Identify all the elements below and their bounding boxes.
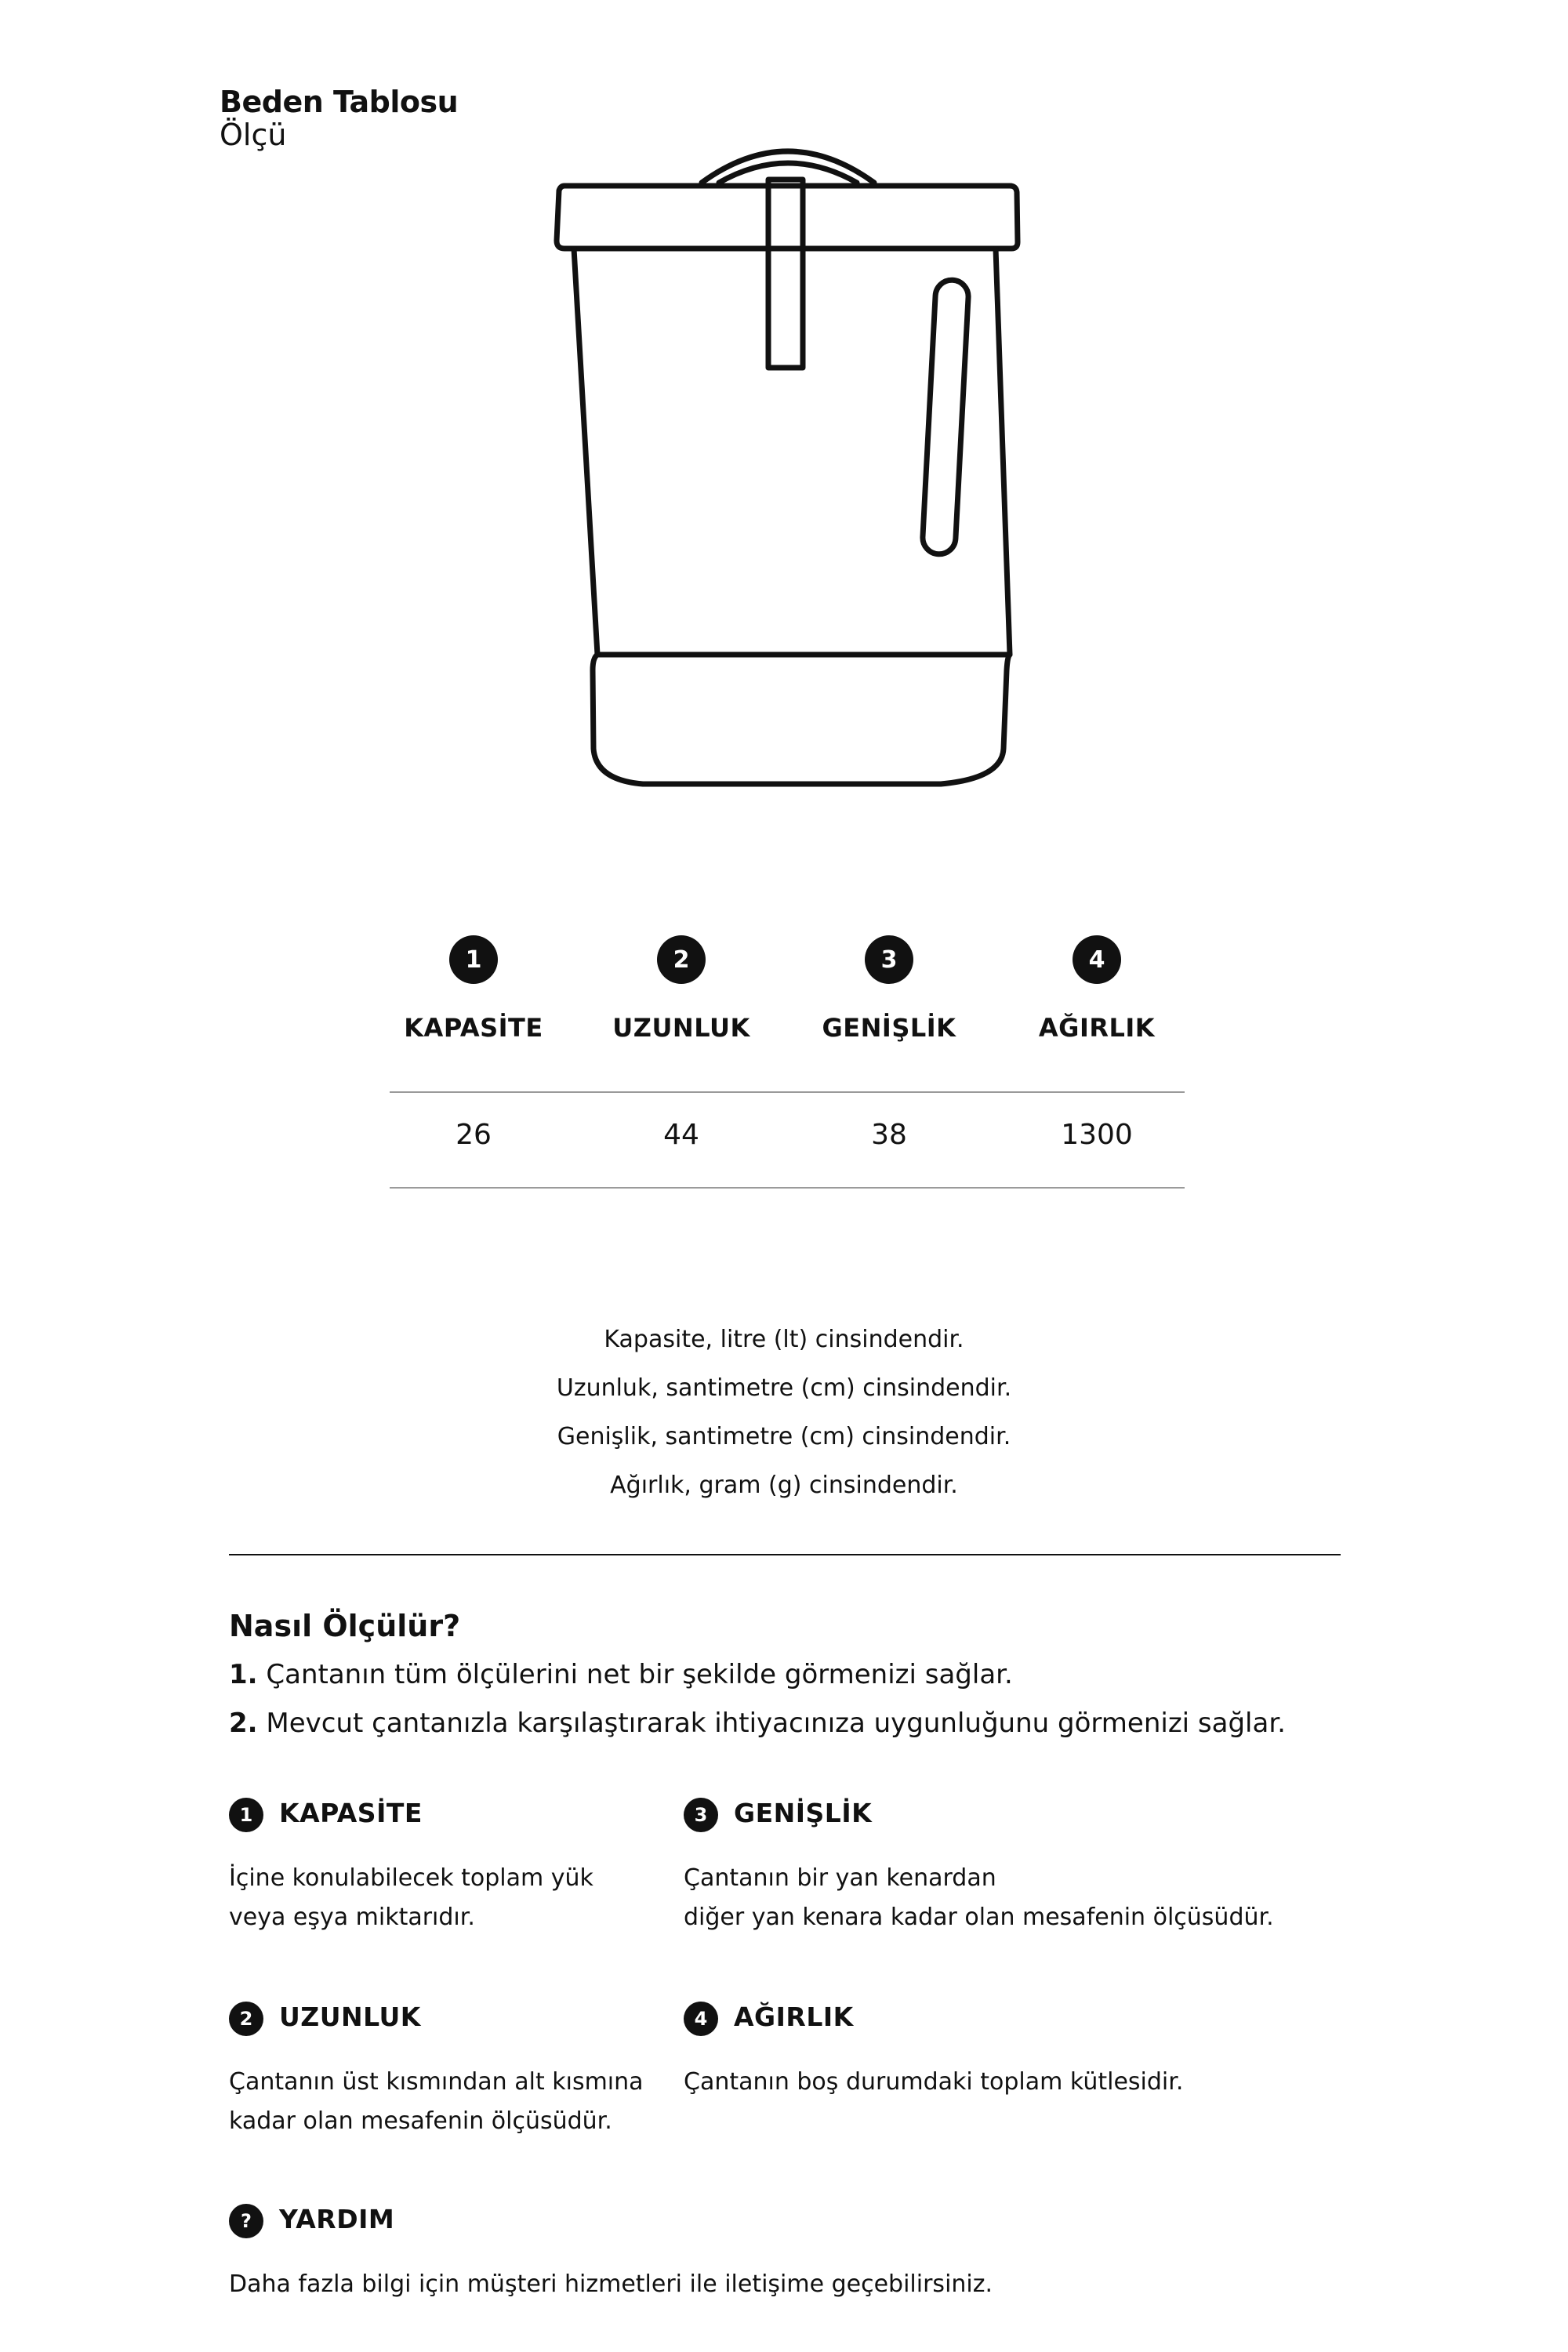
capacity-desc-line: veya eşya miktarıdır. (229, 1904, 475, 1931)
note-length-unit: Uzunluk, santimetre (cm) cinsindendir. (556, 1374, 1012, 1402)
length-section-title: UZUNLUK (279, 2002, 421, 2032)
length-desc-line: kadar olan mesafenin ölçüsüdür. (229, 2107, 612, 2135)
how-item (229, 1659, 1013, 1690)
how-item-number: 2. (229, 1708, 258, 1739)
capacity-value: 26 (456, 1119, 492, 1151)
how-item (229, 1708, 1286, 1739)
page-subtitle: Ölçü (220, 118, 287, 152)
note-weight-unit: Ağırlık, gram (g) cinsindendir. (610, 1472, 958, 1499)
weight-number-badge: 4 (1073, 935, 1121, 984)
length-value: 44 (663, 1119, 699, 1151)
weight-value: 1300 (1061, 1119, 1133, 1151)
length-number-icon: 2 (229, 2002, 263, 2036)
how-item-number: 1. (229, 1659, 258, 1690)
note-width-unit: Genişlik, santimetre (cm) cinsindendir. (557, 1423, 1011, 1450)
weight-desc-line: Çantanın boş durumdaki toplam kütlesidir. (684, 2068, 1184, 2096)
width-header: GENİŞLİK (822, 1013, 956, 1043)
capacity-section-title: KAPASİTE (279, 1798, 423, 1828)
width-desc-line: diğer yan kenara kadar olan mesafenin ölçüsüdür. (684, 1904, 1274, 1931)
capacity-desc-line: İçine konulabilecek toplam yük (229, 1864, 593, 1892)
capacity-section-desc (229, 1859, 593, 1937)
weight-section-title: AĞIRLIK (734, 2002, 854, 2032)
length-number-badge: 2 (657, 935, 706, 984)
width-number-icon: 3 (684, 1798, 718, 1832)
how-item-text: Çantanın tüm ölçülerini net bir şekilde görmenizi sağlar. (266, 1659, 1013, 1690)
how-to-measure-title: Nasıl Ölçülür? (229, 1609, 461, 1643)
help-section-title: YARDIM (279, 2204, 395, 2234)
width-number-badge: 3 (865, 935, 913, 984)
length-desc-line: Çantanın üst kısmından alt kısmına (229, 2068, 644, 2096)
how-item-text: Mevcut çantanızla karşılaştırarak ihtiyacınıza uygunluğunu görmenizi sağlar. (266, 1708, 1286, 1739)
table-divider-bottom (390, 1187, 1185, 1189)
capacity-number-icon: 1 (229, 1798, 263, 1832)
weight-section-desc (684, 2063, 1183, 2102)
length-section-desc (229, 2063, 644, 2141)
weight-number-icon: 4 (684, 2002, 718, 2036)
capacity-number-badge: 1 (449, 935, 498, 984)
table-divider-top (390, 1091, 1185, 1093)
capacity-header: KAPASİTE (404, 1013, 543, 1043)
width-desc-line: Çantanın bir yan kenardan (684, 1864, 996, 1892)
width-section-desc (684, 1859, 1274, 1937)
help-question-icon: ? (229, 2204, 263, 2238)
help-section-desc: Daha fazla bilgi için müşteri hizmetleri ile iletişime geçebilirsiniz. (229, 2270, 993, 2298)
section-divider (229, 1554, 1341, 1555)
backpack-outline-icon (549, 137, 1035, 796)
note-capacity-unit: Kapasite, litre (lt) cinsindendir. (604, 1326, 964, 1353)
weight-header: AĞIRLIK (1038, 1013, 1156, 1043)
width-section-title: GENİŞLİK (734, 1798, 873, 1828)
width-value: 38 (871, 1119, 907, 1151)
page-title: Beden Tablosu (220, 85, 459, 119)
length-header: UZUNLUK (612, 1013, 750, 1043)
